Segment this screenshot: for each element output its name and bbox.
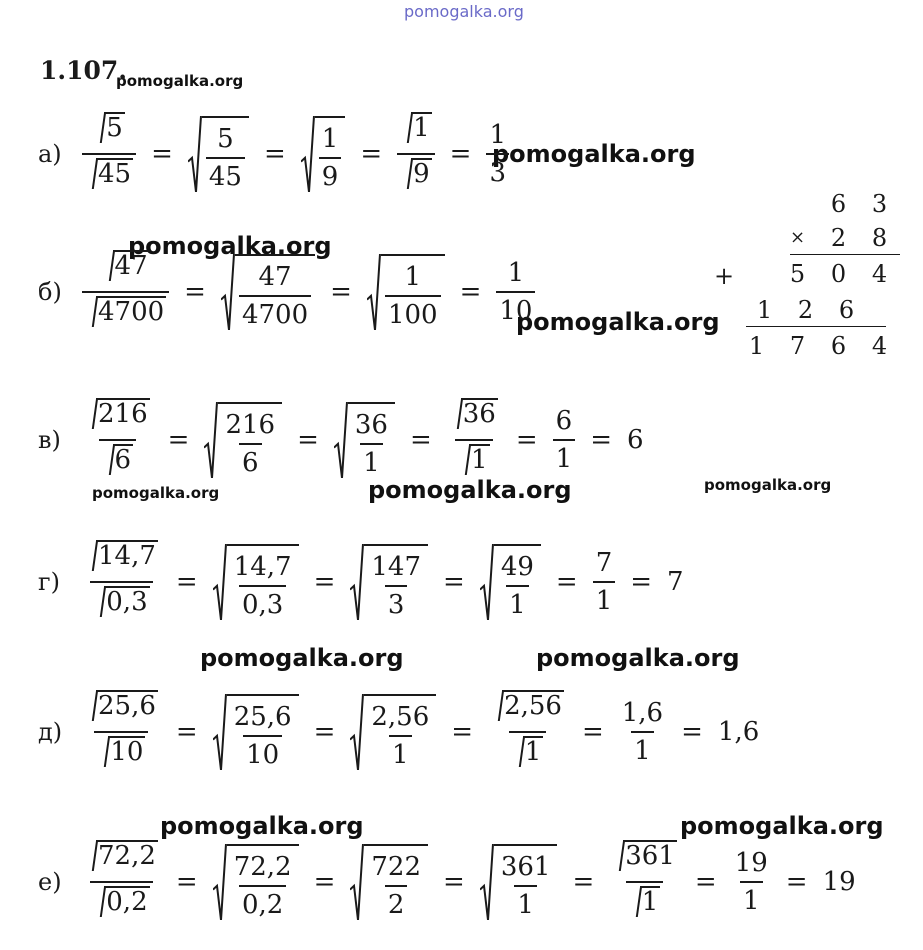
fraction: $\frac{19}{1}$ (734, 847, 768, 916)
watermark: pomogalka.org (536, 644, 740, 672)
fraction: $\frac{25,6}{10}$ (82, 690, 161, 773)
fraction: $\frac{1,6}{1}$ (621, 697, 664, 766)
row-label: а) (38, 139, 62, 168)
radical: $\frac{216}{6}$ (204, 402, 282, 478)
watermark: pomogalka.org (160, 812, 364, 840)
fraction: $\frac{2,56}{1}$ (488, 690, 567, 773)
radical: $\frac{1}{100}$ (367, 254, 445, 330)
exercise-number: 1.107. (40, 56, 127, 85)
fraction: $\frac{72,2}{0,2}$ (82, 840, 161, 923)
watermark: pomogalka.org (516, 308, 720, 336)
result: 7 (667, 566, 684, 597)
radical: $\frac{5}{45}$ (188, 116, 249, 192)
mult-row-4: 1 2 6 (756, 296, 855, 324)
fraction: $\frac{1}{9}$ (397, 112, 435, 195)
watermark: pomogalka.org (704, 476, 832, 494)
row-a: а) $\frac{5}{45}$ = $\frac{5}{45}$ = $\frac{1}{9}$ = $\frac{1}{9}$ = $\frac{1}{3}$ (38, 112, 509, 195)
radical: $\frac{1}{9}$ (301, 116, 346, 192)
watermark: pomogalka.org (116, 72, 244, 90)
radical: $\frac{47}{4700}$ (221, 254, 315, 330)
radical: $\frac{72,2}{0,2}$ (213, 844, 299, 920)
watermark: pomogalka.org (680, 812, 884, 840)
result: 1,6 (717, 716, 760, 747)
radical: $\frac{25,6}{10}$ (213, 694, 299, 770)
mult-row-3: 5 0 4 (789, 260, 888, 288)
watermark: pomogalka.org (128, 232, 332, 260)
row-label: д) (38, 717, 63, 746)
row-label: б) (38, 277, 62, 306)
row-label: г) (38, 567, 60, 596)
fraction: $\frac{216}{6}$ (82, 398, 153, 481)
fraction: $\frac{1}{3}$ (486, 120, 509, 188)
watermark: pomogalka.org (368, 476, 572, 504)
result: 19 (822, 866, 856, 897)
row-b: б) $\frac{47}{4700}$ = $\frac{47}{4700}$ = $\frac{1}{100}$ = $\frac{1}{10}$ (38, 250, 535, 333)
row-label: е) (38, 867, 62, 896)
fraction: $\frac{5}{45}$ (82, 112, 136, 195)
row-v: в) $\frac{216}{6}$ = $\frac{216}{6}$ = $\frac{36}{1}$ = $\frac{36}{1}$ = $\frac{6}{1}$ = 6 (38, 398, 644, 481)
watermark: pomogalka.org (492, 140, 696, 168)
fraction: $\frac{361}{1}$ (609, 840, 680, 923)
fraction: $\frac{7}{1}$ (593, 548, 616, 616)
plus-sign: + (714, 262, 735, 290)
row-d: д) $\frac{25,6}{10}$ = $\frac{25,6}{10}$ = $\frac{2,56}{1}$ = $\frac{2,56}{1}$ = $\frac{1,6}{1}$ = 1,6 (38, 690, 759, 773)
mult-result: 1 7 6 4 (748, 332, 888, 360)
fraction: $\frac{1}{10}$ (496, 258, 535, 326)
radical: $\frac{147}{3}$ (350, 544, 428, 620)
radical: $\frac{2,56}{1}$ (350, 694, 436, 770)
radical: $\frac{49}{1}$ (480, 544, 541, 620)
fraction: $\frac{6}{1}$ (553, 406, 576, 474)
fraction: $\frac{14,7}{0,3}$ (82, 540, 161, 623)
radical: $\frac{361}{1}$ (480, 844, 558, 920)
radical: $\frac{14,7}{0,3}$ (213, 544, 299, 620)
watermark-top: pomogalka.org (404, 2, 524, 21)
fraction: $\frac{47}{4700}$ (82, 250, 169, 333)
row-g: г) $\frac{14,7}{0,3}$ = $\frac{14,7}{0,3}$ = $\frac{147}{3}$ = $\frac{49}{1}$ = $\frac{7}{1}$ = 7 (38, 540, 684, 623)
radical: $\frac{36}{1}$ (334, 402, 395, 478)
mult-row-2: × 2 8 (789, 224, 888, 252)
fraction: $\frac{36}{1}$ (447, 398, 501, 481)
column-multiplication (714, 190, 900, 360)
mult-row-1: 6 3 (830, 190, 888, 218)
radical: $\frac{722}{2}$ (350, 844, 428, 920)
row-e: е) $\frac{72,2}{0,2}$ = $\frac{72,2}{0,2}$ = $\frac{722}{2}$ = $\frac{361}{1}$ = $\frac{361}{1}$ = $\frac{19}{1}$ = 19 (38, 840, 856, 923)
row-label: в) (38, 425, 61, 454)
watermark: pomogalka.org (92, 484, 220, 502)
result: 6 (627, 424, 644, 455)
watermark: pomogalka.org (200, 644, 404, 672)
